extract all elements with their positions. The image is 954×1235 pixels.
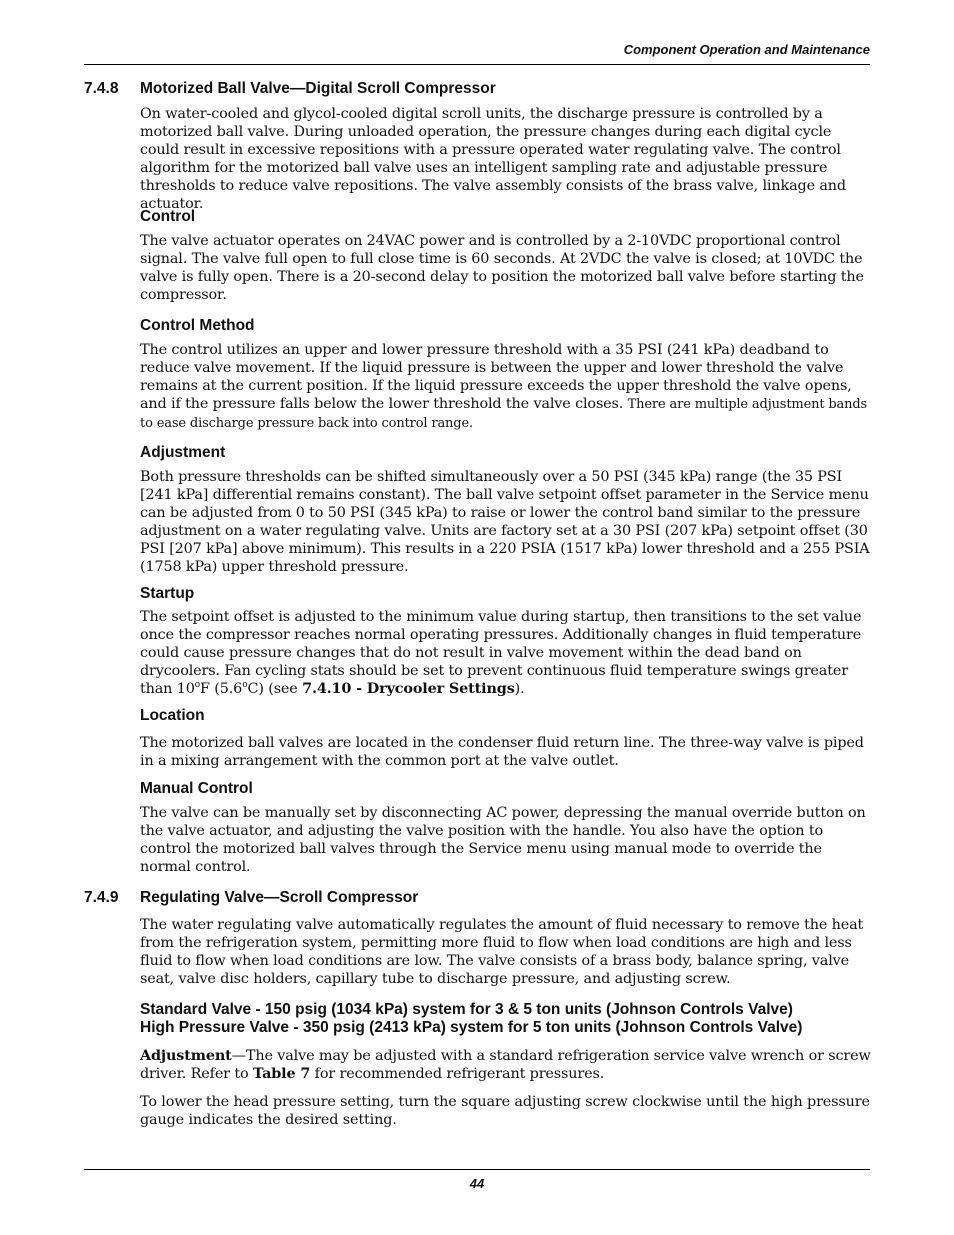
paragraph-valve-adjustment: [140, 1047, 871, 1083]
paragraph-startup: [140, 608, 871, 698]
subheading-manual-control: Manual Control: [140, 780, 253, 797]
adjustment-label: Adjustment: [140, 1047, 232, 1064]
control-method-text: The control utilizes an upper and lower pressure threshold with a 35 PSI (241 kPa) deadband to reduce valve movement. If the liquid pressure is between the upper and lower threshold the valve remains at the current position. If the liquid pressure exceeds the upper threshold the valve opens, and if the pressure falls below the lower threshold the valve closes.: [140, 342, 852, 413]
section-title: Regulating Valve—Scroll Compressor: [140, 889, 419, 906]
section-title: Motorized Ball Valve—Digital Scroll Compressor: [140, 80, 496, 97]
paragraph-control: The valve actuator operates on 24VAC power and is controlled by a 2-10VDC proportional control signal. The valve full open to full close time is 60 seconds. At 2VDC the valve is closed; at 10VDC the valve is fully open. There is a 20-second delay to position the motorized ball valve before starting the compressor.: [140, 233, 864, 304]
subheading-location: Location: [140, 707, 205, 724]
subheading-startup: Startup: [140, 585, 195, 602]
startup-text: The setpoint offset is adjusted to the minimum value during startup, then transitions to the set value once the compressor reaches normal operating pressures. Additionally changes in fluid temperature could cause pressure changes that do not result in valve movement within the dead band on drycoolers. Fan cycling stats should be set to prevent continuous fluid temperature swings greater than 10: [140, 609, 862, 698]
section-number: 7.4.9: [84, 889, 119, 906]
degree-mark: o: [242, 680, 248, 691]
startup-text: F (5.6: [200, 681, 243, 698]
header-rule: [84, 64, 870, 65]
subheading-control: Control: [140, 208, 196, 225]
cross-reference-drycooler: 7.4.10 - Drycooler Settings: [302, 680, 515, 698]
adjustment-text: —The valve may be adjusted with a standard refrigeration service valve wrench or screw driver. Refer to: [140, 1048, 871, 1083]
degree-mark: o: [194, 680, 201, 691]
paragraph-manual-control: The valve can be manually set by disconnecting AC power, depressing the manual override button on the valve actuator, and adjusting the valve position with the handle. You also have the option to control the motorized ball valves through the Service menu using manual mode to override the normal control.: [140, 805, 866, 876]
running-header: Component Operation and Maintenance: [623, 42, 870, 57]
subheading-control-method: Control Method: [140, 317, 255, 334]
paragraph-adjustment: Both pressure thresholds can be shifted simultaneously over a 50 PSI (345 kPa) range (the 35 PSI [241 kPa] differential remains constant). The ball valve setpoint offset parameter in the Service menu can be adjusted from 0 to 50 PSI (345 kPa) to raise or lower the control band similar to the pressure adjustment on a water regulating valve. Units are factory set at a 30 PSI (207 kPa) setpoint offset (30 PSI [207 kPa] above minimum). This results in a 220 PSIA (1517 kPa) lower threshold and a 255 PSIA (1758 kPa) upper threshold pressure.: [140, 469, 870, 576]
section-number: 7.4.8: [84, 80, 119, 97]
footer-rule: [84, 1169, 870, 1170]
paragraph-749-intro: The water regulating valve automatically regulates the amount of fluid necessary to remove the heat from the refrigeration system, permitting more fluid to flow when load conditions are high and less fluid to flow when load conditions are low. The valve consists of a brass body, balance spring, valve seat, valve disc holders, capillary tube to discharge pressure, and adjusting screw.: [140, 917, 864, 988]
startup-text: ).: [514, 681, 525, 698]
paragraph-control-method: [140, 341, 871, 433]
paragraph-lower-head-pressure: To lower the head pressure setting, turn the square adjusting screw clockwise until the high pressure gauge indicates the desired setting.: [140, 1094, 870, 1129]
section-heading-749: [84, 888, 418, 908]
valve-heading-high-pressure: High Pressure Valve - 350 psig (2413 kPa) system for 5 ton units (Johnson Controls Valve): [140, 1019, 803, 1036]
paragraph-748-intro: On water-cooled and glycol-cooled digital scroll units, the discharge pressure is controlled by a motorized ball valve. During unloaded operation, the pressure changes during each digital cycle could result in excessive repositions with a pressure operated water regulating valve. The control algorithm for the motorized ball valve uses an intelligent sampling rate and adjustable pressure thresholds to reduce valve repositions. The valve assembly consists of the brass valve, linkage and actuator.: [140, 106, 846, 213]
adjustment-text: for recommended refrigerant pressures.: [310, 1066, 605, 1083]
startup-text: C) (see: [247, 681, 303, 698]
paragraph-location: The motorized ball valves are located in the condenser fluid return line. The three-way valve is piped in a mixing arrangement with the common port at the valve outlet.: [140, 735, 864, 770]
subheading-adjustment: Adjustment: [140, 444, 226, 461]
valve-heading-standard: Standard Valve - 150 psig (1034 kPa) system for 3 & 5 ton units (Johnson Controls Valve): [140, 1001, 793, 1018]
section-heading-748: [84, 79, 496, 99]
cross-reference-table-7: Table 7: [252, 1065, 311, 1083]
control-method-note: There are multiple adjustment bands to ease discharge pressure back into control range.: [140, 397, 868, 432]
page-number: 44: [469, 1176, 485, 1191]
